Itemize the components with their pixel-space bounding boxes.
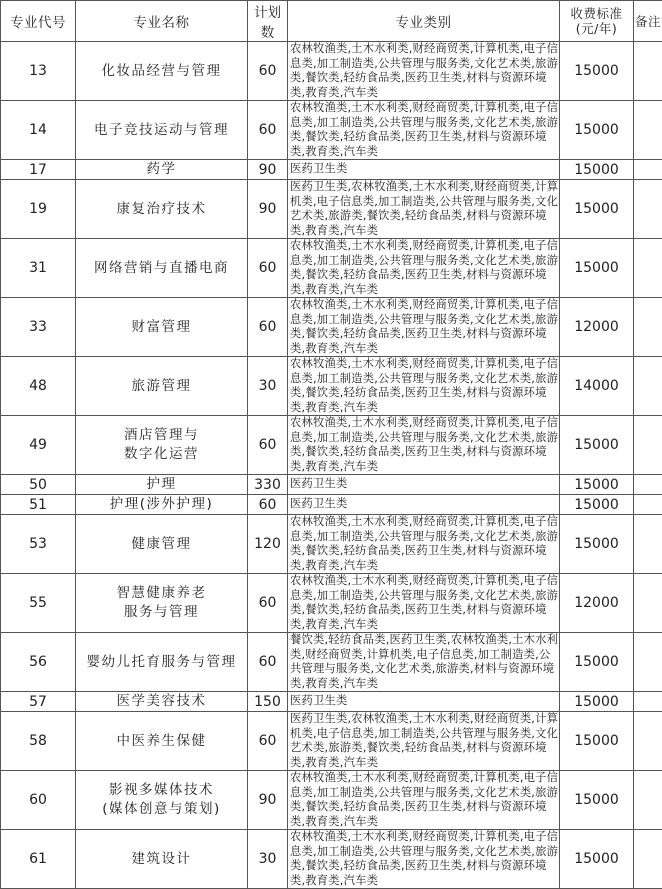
row-plan: 60	[248, 416, 288, 475]
row-name: 护理	[76, 475, 248, 495]
row-fee: 15000	[560, 160, 634, 180]
table-row	[1, 239, 662, 298]
row-note	[634, 298, 662, 357]
row-note	[634, 495, 662, 515]
row-category: 医药卫生类	[288, 475, 560, 495]
header-note: 备注	[634, 1, 662, 42]
row-fee: 15000	[560, 180, 634, 239]
row-note	[634, 712, 662, 771]
header-row	[1, 1, 662, 42]
row-category: 医药卫生类	[288, 495, 560, 515]
row-category: 医药卫生类	[288, 692, 560, 712]
row-note	[634, 160, 662, 180]
row-name: 化妆品经营与管理	[76, 42, 248, 101]
row-note	[634, 357, 662, 416]
row-category: 医药卫生类,农林牧渔类,土木水利类,财经商贸类,计算机类,电子信息类,加工制造类,公共管理与服务类,文化艺术类,旅游类,餐饮类,轻纺食品类,材料与资源环境类,教育类,汽车类	[288, 712, 560, 771]
table-row	[1, 692, 662, 712]
row-note	[634, 416, 662, 475]
row-fee: 15000	[560, 712, 634, 771]
row-plan: 330	[248, 475, 288, 495]
row-code: 61	[1, 830, 76, 889]
row-plan: 30	[248, 357, 288, 416]
table-body	[1, 42, 662, 889]
row-fee: 14000	[560, 357, 634, 416]
row-note	[634, 771, 662, 830]
row-name: 健康管理	[76, 515, 248, 574]
row-code: 50	[1, 475, 76, 495]
table-row	[1, 495, 662, 515]
row-code: 56	[1, 633, 76, 692]
row-name: 康复治疗技术	[76, 180, 248, 239]
row-plan: 60	[248, 495, 288, 515]
table-row	[1, 160, 662, 180]
row-code: 49	[1, 416, 76, 475]
row-name: 旅游管理	[76, 357, 248, 416]
row-plan: 90	[248, 160, 288, 180]
table-row	[1, 416, 662, 475]
row-fee: 15000	[560, 771, 634, 830]
row-name: 护理(涉外护理)	[76, 495, 248, 515]
table-row	[1, 475, 662, 495]
row-plan: 60	[248, 298, 288, 357]
table-row	[1, 830, 662, 889]
row-plan: 150	[248, 692, 288, 712]
row-fee: 15000	[560, 515, 634, 574]
row-note	[634, 180, 662, 239]
table-row	[1, 180, 662, 239]
row-code: 60	[1, 771, 76, 830]
row-code: 51	[1, 495, 76, 515]
table-row	[1, 712, 662, 771]
table-row	[1, 633, 662, 692]
header-name: 专业名称	[76, 1, 248, 42]
row-code: 13	[1, 42, 76, 101]
row-note	[634, 830, 662, 889]
table-row	[1, 574, 662, 633]
row-name: 医学美容技术	[76, 692, 248, 712]
row-note	[634, 42, 662, 101]
row-code: 31	[1, 239, 76, 298]
table-row	[1, 771, 662, 830]
row-code: 19	[1, 180, 76, 239]
row-fee: 15000	[560, 830, 634, 889]
row-name: 婴幼儿托育服务与管理	[76, 633, 248, 692]
row-name: 财富管理	[76, 298, 248, 357]
row-category: 农林牧渔类,土木水利类,财经商贸类,计算机类,电子信息类,加工制造类,公共管理与服务类,文化艺术类,旅游类,餐饮类,轻纺食品类,医药卫生类,材料与资源环境类,教育类,汽车类	[288, 239, 560, 298]
row-plan: 60	[248, 42, 288, 101]
row-code: 33	[1, 298, 76, 357]
row-code: 48	[1, 357, 76, 416]
row-code: 14	[1, 101, 76, 160]
row-fee: 15000	[560, 239, 634, 298]
row-fee: 12000	[560, 298, 634, 357]
row-fee: 15000	[560, 633, 634, 692]
row-name: 电子竞技运动与管理	[76, 101, 248, 160]
row-plan: 90	[248, 180, 288, 239]
row-note	[634, 692, 662, 712]
row-category: 农林牧渔类,土木水利类,财经商贸类,计算机类,电子信息类,加工制造类,公共管理与服务类,文化艺术类,旅游类,餐饮类,轻纺食品类,医药卫生类,材料与资源环境类,教育类,汽车类	[288, 298, 560, 357]
row-note	[634, 475, 662, 495]
row-note	[634, 101, 662, 160]
header-code: 专业代号	[1, 1, 76, 42]
row-plan: 60	[248, 712, 288, 771]
row-code: 57	[1, 692, 76, 712]
row-category: 农林牧渔类,土木水利类,财经商贸类,计算机类,电子信息类,加工制造类,公共管理与服务类,文化艺术类,旅游类,餐饮类,轻纺食品类,医药卫生类,材料与资源环境类,教育类,汽车类	[288, 357, 560, 416]
row-code: 58	[1, 712, 76, 771]
row-note	[634, 633, 662, 692]
row-plan: 60	[248, 239, 288, 298]
row-category: 餐饮类,轻纺食品类,医药卫生类,农林牧渔类,土木水利类,财经商贸类,计算机类,电子信息类,加工制造类,公共管理与服务类,文化艺术类,旅游类,材料与资源环境类,教育类,汽车类	[288, 633, 560, 692]
row-plan: 90	[248, 771, 288, 830]
row-code: 17	[1, 160, 76, 180]
row-fee: 15000	[560, 475, 634, 495]
header-category: 专业类别	[288, 1, 560, 42]
row-fee: 15000	[560, 42, 634, 101]
header-fee: 收费标准(元/年)	[560, 1, 634, 42]
row-plan: 60	[248, 633, 288, 692]
row-fee: 15000	[560, 495, 634, 515]
table-row	[1, 101, 662, 160]
row-note	[634, 574, 662, 633]
row-plan: 60	[248, 101, 288, 160]
row-name: 影视多媒体技术 (媒体创意与策划)	[76, 771, 248, 830]
row-note	[634, 515, 662, 574]
row-plan: 60	[248, 574, 288, 633]
row-fee: 12000	[560, 574, 634, 633]
row-plan: 30	[248, 830, 288, 889]
table-row	[1, 42, 662, 101]
row-name: 药学	[76, 160, 248, 180]
row-name: 中医养生保健	[76, 712, 248, 771]
row-category: 农林牧渔类,土木水利类,财经商贸类,计算机类,电子信息类,加工制造类,公共管理与服务类,文化艺术类,旅游类,餐饮类,轻纺食品类,医药卫生类,材料与资源环境类,教育类,汽车类	[288, 42, 560, 101]
row-code: 53	[1, 515, 76, 574]
row-name: 建筑设计	[76, 830, 248, 889]
row-name: 网络营销与直播电商	[76, 239, 248, 298]
row-fee: 15000	[560, 101, 634, 160]
row-name: 酒店管理与 数字化运营	[76, 416, 248, 475]
row-category: 农林牧渔类,土木水利类,财经商贸类,计算机类,电子信息类,加工制造类,公共管理与服务类,文化艺术类,旅游类,餐饮类,轻纺食品类,医药卫生类,材料与资源环境类,教育类,汽车类	[288, 416, 560, 475]
row-name: 智慧健康养老 服务与管理	[76, 574, 248, 633]
header-plan: 计划数	[248, 1, 288, 42]
row-category: 农林牧渔类,土木水利类,财经商贸类,计算机类,电子信息类,加工制造类,公共管理与服务类,文化艺术类,旅游类,餐饮类,轻纺食品类,医药卫生类,材料与资源环境类,教育类,汽车类	[288, 771, 560, 830]
table-row	[1, 357, 662, 416]
row-category: 农林牧渔类,土木水利类,财经商贸类,计算机类,电子信息类,加工制造类,公共管理与服务类,文化艺术类,旅游类,餐饮类,轻纺食品类,医药卫生类,材料与资源环境类,教育类,汽车类	[288, 574, 560, 633]
row-note	[634, 239, 662, 298]
table-row	[1, 515, 662, 574]
row-category: 农林牧渔类,土木水利类,财经商贸类,计算机类,电子信息类,加工制造类,公共管理与服务类,文化艺术类,旅游类,餐饮类,轻纺食品类,医药卫生类,材料与资源环境类,教育类,汽车类	[288, 515, 560, 574]
row-category: 农林牧渔类,土木水利类,财经商贸类,计算机类,电子信息类,加工制造类,公共管理与服务类,文化艺术类,旅游类,餐饮类,轻纺食品类,医药卫生类,材料与资源环境类,教育类,汽车类	[288, 830, 560, 889]
row-code: 55	[1, 574, 76, 633]
row-category: 医药卫生类	[288, 160, 560, 180]
row-category: 农林牧渔类,土木水利类,财经商贸类,计算机类,电子信息类,加工制造类,公共管理与服务类,文化艺术类,旅游类,餐饮类,轻纺食品类,医药卫生类,材料与资源环境类,教育类,汽车类	[288, 101, 560, 160]
row-fee: 15000	[560, 692, 634, 712]
row-fee: 15000	[560, 416, 634, 475]
table-row	[1, 298, 662, 357]
row-category: 医药卫生类,农林牧渔类,土木水利类,财经商贸类,计算机类,电子信息类,加工制造类,公共管理与服务类,文化艺术类,旅游类,餐饮类,轻纺食品类,材料与资源环境类,教育类,汽车类	[288, 180, 560, 239]
row-plan: 120	[248, 515, 288, 574]
